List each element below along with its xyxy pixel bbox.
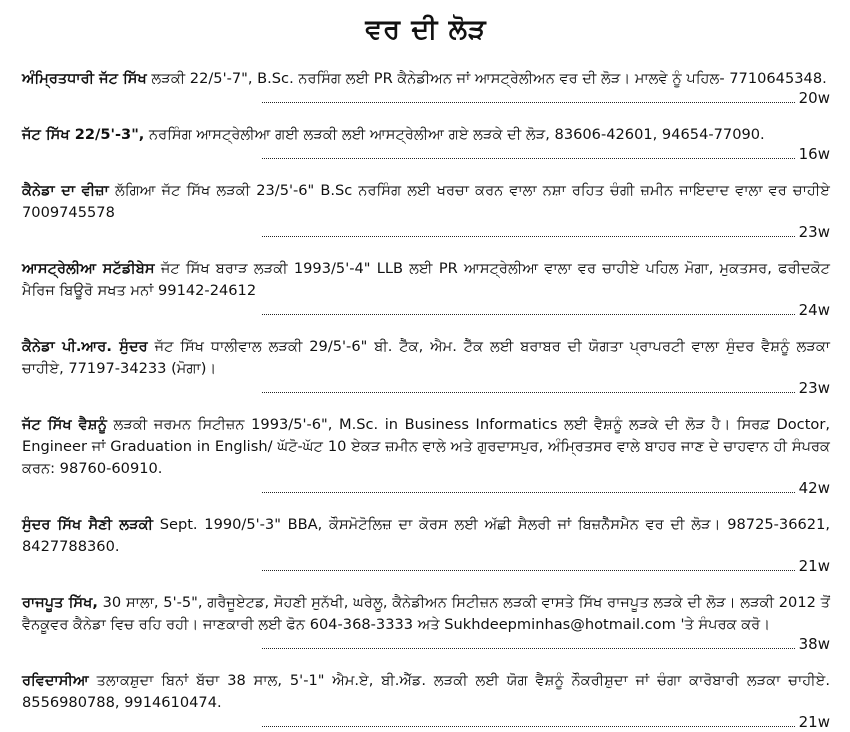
ad-code: 24w <box>798 301 830 319</box>
ad-text: ਲੜਕੀ 22/5'-7", B.Sc. ਨਰਸਿੰਗ ਲਈ PR ਕੈਨੇਡੀਅਨ ਜਾਂ ਆਸਟ੍ਰੇਲੀਅਨ ਵਰ ਦੀ ਲੋੜ। ਮਾਲਵੇ ਨੂੰ ਪਹਿਲ- 7710645348. <box>146 70 827 87</box>
ad-text: ਲੜਕੀ ਜਰਮਨ ਸਿਟੀਜ਼ਨ 1993/5'-6", M.Sc. in Business Informatics ਲਈ ਵੈਸ਼ਨੂੰ ਲੜਕੇ ਦੀ ਲੋੜ ਹੈ। ਸਿਰਫ਼ Doctor, Engineer ਜਾਂ Graduation in English/ ਘੱਟੋ-ਘੱਟ 10 ਏਕੜ ਜ਼ਮੀਨ ਵਾਲੇ ਅਤੇ ਗੁਰਦਾਸਪੁਰ, ਅੰਮ੍ਰਿਤਸਰ ਵਾਲੇ ਬਾਹਰ ਜਾਣ ਦੇ ਚਾਹਵਾਨ ਹੀ ਸੰਪਰਕ ਕਰਨ: 98760-60910. <box>22 416 830 477</box>
ad-text: ਜੱਟ ਸਿੱਖ ਧਾਲੀਵਾਲ ਲੜਕੀ 29/5'-6" ਬੀ. ਟੈੱਕ, ਐਮ. ਟੈੱਕ ਲਈ ਬਰਾਬਰ ਦੀ ਯੋਗਤਾ ਪ੍ਰਾਪਰਟੀ ਵਾਲਾ ਸੁੰਦਰ ਵੈਸ਼ਨੂੰ ਲੜਕਾ ਚਾਹੀਏ, 77197-34233 (ਮੋਗਾ)। <box>22 338 830 377</box>
ad-ref <box>22 88 830 108</box>
ad-text: 30 ਸਾਲਾ, 5'-5", ਗਰੈਜੂਏਟਡ, ਸੋਹਣੀ ਸੁਨੱਖੀ, ਘਰੇਲੂ, ਕੈਨੇਡੀਅਨ ਸਿਟੀਜ਼ਨ ਲੜਕੀ ਵਾਸਤੇ ਸਿੱਖ ਰਾਜਪੂਤ ਲੜਕੇ ਦੀ ਲੋੜ। ਲੜਕੀ 2012 ਤੋਂ ਵੈਨਕੂਵਰ ਕੈਨੇਡਾ ਵਿਚ ਰਹਿ ਰਹੀ। ਜਾਣਕਾਰੀ ਲਈ ਫੋਨ 604-368-3333 ਅਤੇ Sukhdeepminhas@hotmail.com 'ਤੇ ਸੰਪਰਕ ਕਰੋ। <box>22 594 830 633</box>
ad-item <box>22 124 830 164</box>
ad-ref <box>22 378 830 398</box>
dotted-leader <box>262 492 795 493</box>
ad-item <box>22 336 830 398</box>
ad-code: 23w <box>798 379 830 397</box>
ad-text: ਨਰਸਿੰਗ ਆਸਟ੍ਰੇਲੀਆ ਗਈ ਲੜਕੀ ਲਈ ਆਸਟ੍ਰੇਲੀਆ ਗਏ ਲੜਕੇ ਦੀ ਲੋੜ, 83606-42601, 94654-77090. <box>144 126 765 143</box>
ad-lead: ਰਵਿਦਾਸੀਆ <box>22 672 89 689</box>
ad-item <box>22 514 830 576</box>
ad-lead: ਰਾਜਪੂਤ ਸਿੱਖ, <box>22 594 98 611</box>
dotted-leader <box>262 236 795 237</box>
ad-code: 23w <box>798 223 830 241</box>
dotted-leader <box>262 648 795 649</box>
ad-text: ਲੱਗਿਆ ਜੱਟ ਸਿੱਖ ਲੜਕੀ 23/5'-6" B.Sc ਨਰਸਿੰਗ ਲਈ ਖਰਚਾ ਕਰਨ ਵਾਲਾ ਨਸ਼ਾ ਰਹਿਤ ਚੰਗੀ ਜ਼ਮੀਨ ਜਾਇਦਾਦ ਵਾਲਾ ਵਰ ਚਾਹੀਏ 7009745578 <box>22 182 830 221</box>
ad-lead: ਜੱਟ ਸਿੱਖ ਵੈਸ਼ਨੂੰ <box>22 416 107 433</box>
ad-lead: ਕੈਨੇਡਾ ਪੀ.ਆਰ. ਸੁੰਦਰ <box>22 338 148 355</box>
ad-body <box>22 68 830 90</box>
ad-list <box>22 68 830 732</box>
ad-code: 38w <box>798 635 830 653</box>
ad-item <box>22 414 830 498</box>
ad-text: Sept. 1990/5'-3" BBA, ਕੌਸਮੋਟੋਲਿਜ਼ ਦਾ ਕੋਰਸ ਲਈ ਅੱਛੀ ਸੈਲਰੀ ਜਾਂ ਬਿਜ਼ਨੈੱਸਮੈਨ ਵਰ ਦੀ ਲੋੜ। 98725-36621, 8427788360. <box>22 516 830 555</box>
ad-code: 42w <box>798 479 830 497</box>
ad-lead: ਅੰਮ੍ਰਿਤਧਾਰੀ ਜੱਟ ਸਿੱਖ <box>22 70 147 87</box>
ad-item <box>22 258 830 320</box>
ad-code: 16w <box>798 145 830 163</box>
ad-item <box>22 180 830 242</box>
ad-body <box>22 414 830 480</box>
ad-item <box>22 68 830 108</box>
ad-item <box>22 670 830 732</box>
ad-ref <box>22 300 830 320</box>
dotted-leader <box>262 726 795 727</box>
ad-body <box>22 670 830 714</box>
ad-ref <box>22 556 830 576</box>
ad-text: ਤਲਾਕਸ਼ੁਦਾ ਬਿਨਾਂ ਬੱਚਾ 38 ਸਾਲ, 5'-1" ਐਮ.ਏ, ਬੀ.ਐੱਡ. ਲੜਕੀ ਲਈ ਯੋਗ ਵੈਸ਼ਨੂੰ ਨੌਕਰੀਸ਼ੁਦਾ ਜਾਂ ਚੰਗਾ ਕਾਰੋਬਾਰੀ ਲੜਕਾ ਚਾਹੀਏ. 8556980788, 9914610474. <box>22 672 830 711</box>
ad-ref <box>22 222 830 242</box>
page-title: ਵਰ ਦੀ ਲੋੜ <box>365 14 487 45</box>
dotted-leader <box>262 102 795 103</box>
ad-lead: ਕੈਨੇਡਾ ਦਾ ਵੀਜ਼ਾ <box>22 182 109 199</box>
dotted-leader <box>262 314 795 315</box>
ad-body <box>22 124 830 146</box>
ad-lead: ਜੱਟ ਸਿੱਖ 22/5'-3", <box>22 126 145 143</box>
ad-text: ਜੱਟ ਸਿੱਖ ਬਰਾੜ ਲੜਕੀ 1993/5'-4" LLB ਲਈ PR ਆਸਟ੍ਰੇਲੀਆ ਵਾਲਾ ਵਰ ਚਾਹੀਏ ਪਹਿਲ ਮੋਗਾ, ਮੁਕਤਸਰ, ਫਰੀਦਕੋਟ ਮੈਰਿਜ ਬਿਊਰੋ ਸਖਤ ਮਨਾਂ 99142-24612 <box>22 260 831 299</box>
ad-code: 21w <box>798 557 830 575</box>
dotted-leader <box>262 570 795 571</box>
ad-lead: ਸੁੰਦਰ ਸਿੱਖ ਸੈਣੀ ਲੜਕੀ <box>22 516 153 533</box>
dotted-leader <box>262 392 795 393</box>
ad-code: 21w <box>798 713 830 731</box>
ad-ref <box>22 144 830 164</box>
dotted-leader <box>262 158 795 159</box>
ad-body <box>22 258 830 302</box>
ad-body <box>22 592 830 636</box>
ad-item <box>22 592 830 654</box>
ad-body <box>22 180 830 224</box>
ad-ref <box>22 712 830 732</box>
ad-body <box>22 514 830 558</box>
ad-body <box>22 336 830 380</box>
ad-lead: ਆਸਟ੍ਰੇਲੀਆ ਸਟੱਡੀਬੇਸ <box>22 260 155 277</box>
ad-code: 20w <box>798 89 830 107</box>
ad-ref <box>22 478 830 498</box>
ad-ref <box>22 634 830 654</box>
